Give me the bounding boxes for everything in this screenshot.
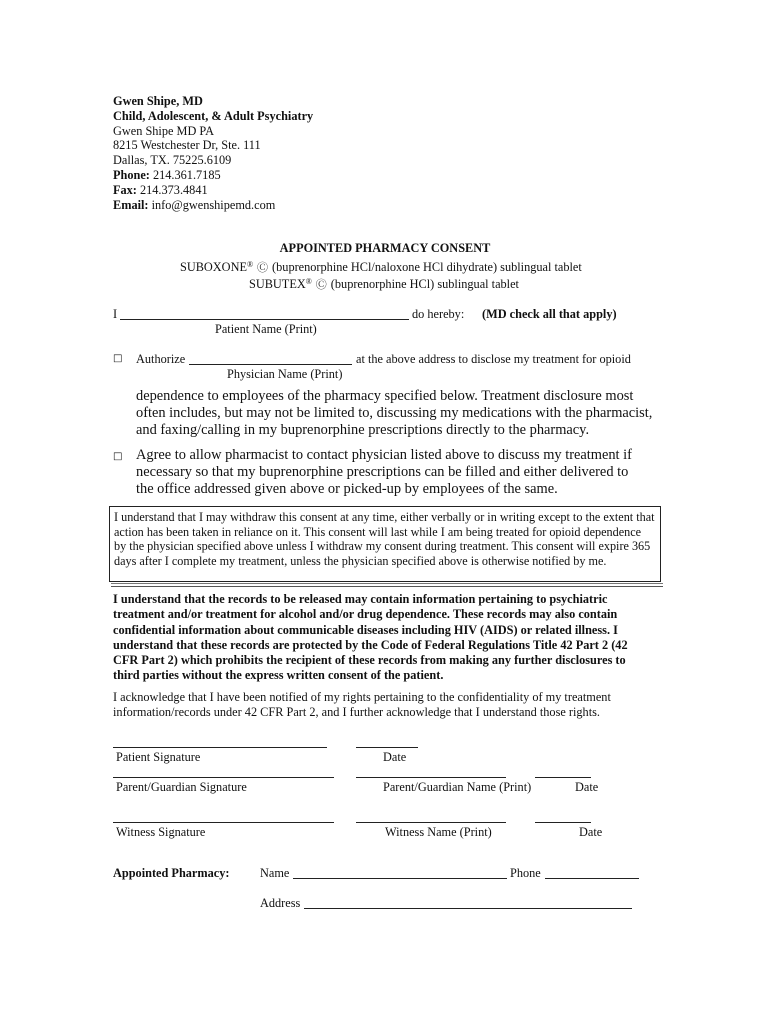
doctor-name: Gwen Shipe, MD bbox=[113, 94, 203, 108]
pharmacy-name-field[interactable] bbox=[293, 866, 507, 879]
agree-checkbox[interactable]: □ bbox=[113, 451, 123, 462]
authorize-label: Authorize bbox=[136, 352, 186, 366]
pharmacy-label: Appointed Pharmacy: bbox=[113, 866, 230, 880]
guardian-date-caption: Date bbox=[575, 780, 599, 794]
drug-subutex: SUBUTEX® Ⓒ (buprenorphine HCl) sublingual tablet bbox=[249, 277, 519, 291]
witness-name-caption: Witness Name (Print) bbox=[385, 825, 492, 839]
pharmacy-phone-label: Phone bbox=[510, 866, 541, 880]
fax-line: Fax: 214.373.4841 bbox=[113, 182, 208, 197]
drug-suboxone: SUBOXONE® Ⓒ (buprenorphine HCl/naloxone HCl dihydrate) sublingual tablet bbox=[180, 260, 582, 274]
guardian-date-line[interactable] bbox=[535, 777, 591, 778]
agree-text: Agree to allow pharmacist to contact physician listed above to discuss my treatment if necessary so that my buprenorphine prescriptions can be filled and either delivered to the office addressed given above or picked-up by employees of the same. bbox=[136, 447, 632, 497]
authorize-text: at the above address to disclose my treatment for opioid bbox=[356, 352, 631, 366]
phone-line: Phone: 214.361.7185 bbox=[113, 167, 221, 182]
phone-number: 214.361.7185 bbox=[152, 167, 221, 182]
authorize-checkbox[interactable]: □ bbox=[113, 353, 123, 364]
witness-signature-line[interactable] bbox=[113, 822, 334, 823]
patient-line-prefix: I bbox=[113, 307, 118, 321]
md-instruction: (MD check all that apply) bbox=[482, 307, 617, 321]
authorize-continuation: dependence to employees of the pharmacy specified below. Treatment disclosure most often includes, but may not be limited to, discussing my medications with the pharmacist, and faxing/calling in my buprenorphine prescriptions directly to the pharmacy. bbox=[136, 388, 653, 438]
box-divider bbox=[111, 583, 663, 587]
patient-date-line[interactable] bbox=[356, 747, 418, 748]
patient-signature-line[interactable] bbox=[113, 747, 327, 748]
witness-name-line[interactable] bbox=[356, 822, 506, 823]
patient-name-field[interactable] bbox=[120, 307, 409, 320]
records-notice: I understand that the records to be released may contain information pertaining to psychiatric treatment and/or treatment for alcohol and/or drug dependence. These records may also contain confidential information about communicable diseases including HIV (AIDS) or related illness. I understand that these records are protected by the Code of Federal Regulations Title 42 Part 2 (42 CFR Part 2) which prohibits the recipient of these records from making any further disclosures to third parties without the express written consent of the patient. bbox=[113, 592, 628, 683]
witness-date-caption: Date bbox=[579, 825, 603, 839]
guardian-name-caption: Parent/Guardian Name (Print) bbox=[383, 780, 532, 794]
email-line: Email: info@gwenshipemd.com bbox=[113, 197, 276, 212]
pharmacy-address-label: Address bbox=[260, 896, 301, 910]
physician-name-caption: Physician Name (Print) bbox=[227, 367, 343, 381]
fax-number: 214.373.4841 bbox=[139, 182, 208, 197]
specialty: Child, Adolescent, & Adult Psychiatry bbox=[113, 108, 314, 123]
withdraw-consent-box: I understand that I may withdraw this consent at any time, either verbally or in writing except to the extent that action has been taken in reliance on it. This consent will last while I am being treated for opioid dependence by the physician specified above unless I withdraw my consent during treatment. This consent will expire 365 days after I complete my treatment, unless the physician specified above is otherwise notified by me. bbox=[109, 506, 661, 582]
practice-name: Gwen Shipe MD PA bbox=[113, 123, 215, 138]
witness-date-line[interactable] bbox=[535, 822, 591, 823]
schedule-c-icon: Ⓒ bbox=[257, 261, 269, 274]
patient-name-caption: Patient Name (Print) bbox=[215, 322, 317, 336]
acknowledgement: I acknowledge that I have been notified of my rights pertaining to the confidentiality of my treatment information/records under 42 CFR Part 2, and I further acknowledge that I understand those rights. bbox=[113, 690, 611, 720]
pharmacy-phone-field[interactable] bbox=[545, 866, 639, 879]
guardian-name-line[interactable] bbox=[356, 777, 506, 778]
email-address: info@gwenshipemd.com bbox=[151, 197, 276, 212]
address-line-2: Dallas, TX. 75225.6109 bbox=[113, 153, 232, 168]
schedule-c-icon: Ⓒ bbox=[315, 278, 327, 291]
guardian-signature-caption: Parent/Guardian Signature bbox=[116, 780, 247, 794]
patient-line-suffix: do hereby: bbox=[412, 307, 465, 321]
patient-date-caption: Date bbox=[383, 750, 407, 764]
address-line-1: 8215 Westchester Dr, Ste. 111 bbox=[113, 138, 261, 153]
witness-signature-caption: Witness Signature bbox=[116, 825, 206, 839]
physician-name-field[interactable] bbox=[189, 352, 352, 365]
patient-signature-caption: Patient Signature bbox=[116, 750, 201, 764]
pharmacy-name-label: Name bbox=[260, 866, 290, 880]
pharmacy-address-field[interactable] bbox=[304, 896, 632, 909]
letterhead bbox=[113, 94, 313, 212]
guardian-signature-line[interactable] bbox=[113, 777, 334, 778]
form-title: APPOINTED PHARMACY CONSENT bbox=[279, 241, 491, 255]
